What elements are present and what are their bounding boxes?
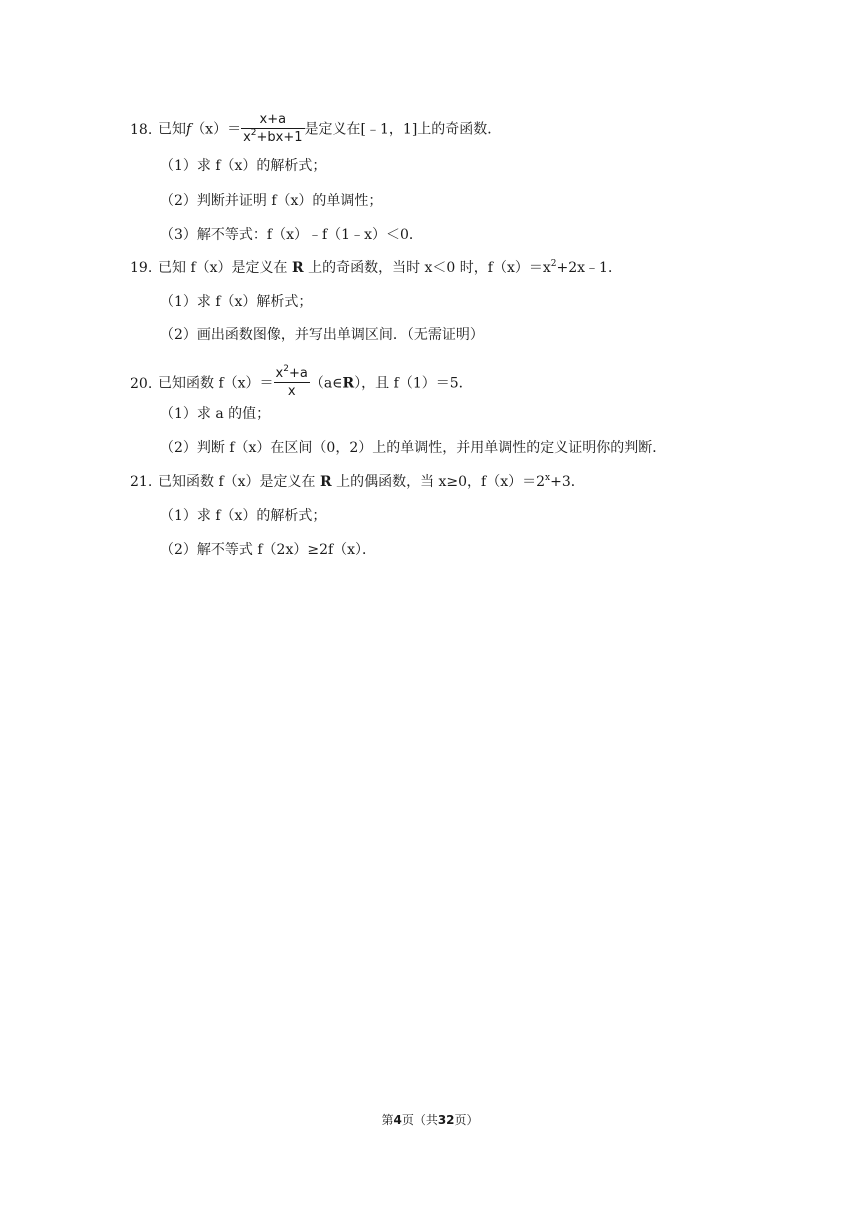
question-20-part-2: （2）判断 f（x）在区间（0，2）上的单调性，并用单调性的定义证明你的判断． xyxy=(160,440,667,456)
question-18-part-2: （2）判断并证明 f（x）的单调性； xyxy=(160,193,383,209)
question-19-part-2: （2）画出函数图像，并写出单调区间．（无需证明） xyxy=(160,327,484,343)
question-18-stem: 18. 已知f（x）＝ $\frac{x+a}{x^2+bx+1}$ 是定义在[﹣1，1]上的奇函数． xyxy=(130,112,502,145)
question-21-stem: 21. 已知函数 f（x）是定义在 R 上的偶函数，当 x≥0，$f(x)=2^x+3$． xyxy=(130,473,585,490)
question-19-part-1: （1）求 f（x）解析式； xyxy=(160,294,313,310)
page-number: 4 xyxy=(393,1113,402,1127)
question-18-part-3: （3）解不等式：f（x）﹣f（1﹣x）＜0． xyxy=(160,227,423,243)
question-number: 19. xyxy=(130,260,153,276)
question-21-part-2: （2）解不等式 f（2x）≥2f（x）． xyxy=(160,542,377,558)
question-number: 21. xyxy=(130,474,153,490)
question-21-part-1: （1）求 f（x）的解析式； xyxy=(160,508,327,524)
page-footer: 第4页（共32页） xyxy=(381,1113,479,1127)
page-total: 32 xyxy=(437,1113,455,1127)
question-number: 18. xyxy=(130,121,153,138)
question-number: 20. xyxy=(130,375,153,392)
fraction: $\frac{x+a}{x^2+bx+1}$ xyxy=(243,112,303,145)
question-18-part-1: （1）求 f（x）的解析式； xyxy=(160,158,327,174)
question-20-stem: 20. 已知函数 f（x）＝ $\frac{x^2+a}{x}$ （a∈R），且 f（1）＝5． xyxy=(130,364,473,399)
question-20-part-1: （1）求 a 的值； xyxy=(160,406,271,422)
fraction: $\frac{x^2+a}{x}$ xyxy=(275,364,308,399)
question-19-stem: 19. 已知 f（x）是定义在 R 上的奇函数，当时 x＜0 时，$f(x)=x^2+2x﹣1$． xyxy=(130,259,622,276)
